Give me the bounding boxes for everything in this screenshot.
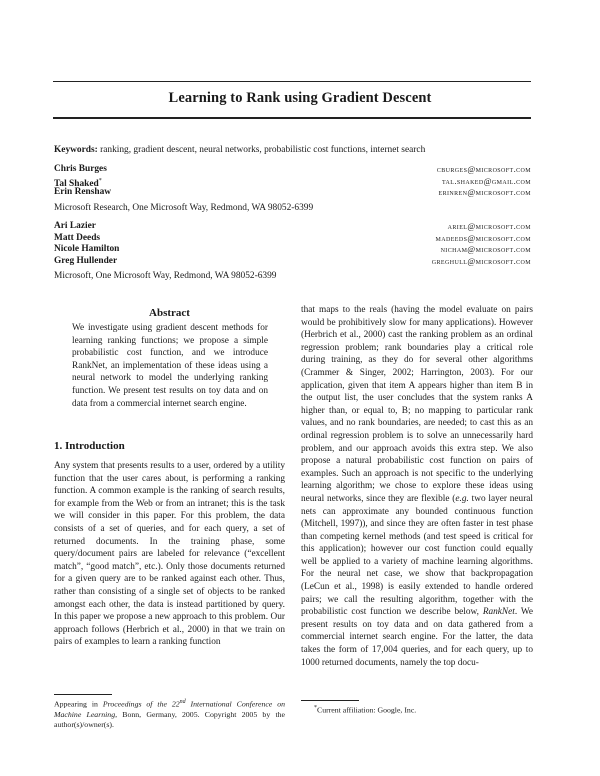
author-row bbox=[54, 176, 531, 188]
title-top-rule bbox=[53, 81, 531, 82]
author-row bbox=[54, 164, 531, 176]
affiliation: Microsoft, One Microsoft Way, Redmond, WA 98052-6399 bbox=[54, 271, 277, 281]
right-text-eg: e.g. bbox=[455, 493, 469, 504]
footnote-rule-right bbox=[301, 700, 359, 701]
author-email: madeeds@microsoft.com bbox=[435, 232, 531, 243]
footnote-part: Proceedings of the 22 bbox=[102, 699, 180, 709]
author-block-2 bbox=[54, 221, 531, 283]
author-email: ariel@microsoft.com bbox=[447, 221, 531, 231]
author-name: Chris Burges bbox=[54, 164, 107, 174]
author-row bbox=[54, 244, 531, 256]
author-email: tal.shaked@gmail.com bbox=[441, 175, 531, 186]
author-footnote-mark: * bbox=[98, 177, 102, 184]
author-row bbox=[54, 233, 531, 245]
right-text-part: two layer neural nets can approximate any bounded continuous function (Mitchell, 1997)), and since they are often faster in test phase than competing kernel methods (and test speed is critical for this application); however our cost function could equally well be applied to a variety of machine learning algorithms. For the neural net case, we show that backpropagation (LeCun et al., 1998) is easily extended to handle ordered pairs; we call the resulting algorithm, together with the probabilistic cost function we describe below, bbox=[301, 493, 534, 618]
author-row bbox=[54, 221, 531, 233]
section-heading-introduction: 1. Introduction bbox=[54, 440, 125, 452]
author-email: cburges@microsoft.com bbox=[436, 164, 531, 174]
right-text-part: that maps to the reals (having the model evaluate on pairs would be prohibitively slow for many applications). However (Herbrich et al., 2000) cast the ranking problem as an ordinal regression problem; rank boundaries play a critical role during training, as they do for several other algorithms (Crammer & Singer, 2002; Harrington, 2003). For our application, given that item A appears higher than item B in the output list, the user concludes that the system ranks A higher than, or equal to, B; no mapping to particular rank values, and no rank boundaries, are needed; to cast this as an ordinal regression problem is to solve an unnecessarily hard problem, and our approach avoids this extra step. We also propose a natural probabilistic cost function on pairs of examples. Such an approach is not specific to the underlying learning algorithm; we chose to explore these ideas using neural networks, since they are flexible ( bbox=[301, 305, 533, 504]
title-bottom-rule bbox=[53, 117, 531, 119]
footnote-proceedings bbox=[54, 697, 285, 731]
footnote-affiliation bbox=[314, 703, 534, 716]
ranknet-term: RankNet bbox=[482, 607, 515, 618]
author-name: Matt Deeds bbox=[54, 232, 101, 243]
author-email: nicham@microsoft.com bbox=[440, 244, 531, 254]
footnote-part: International Conference on Machine Learning bbox=[54, 699, 285, 719]
author-name: Greg Hullender bbox=[54, 255, 118, 266]
footnote-superscript: nd bbox=[179, 699, 186, 705]
author-row bbox=[54, 256, 531, 268]
author-email: greghull@microsoft.com bbox=[431, 255, 531, 266]
affiliation: Microsoft Research, One Microsoft Way, Redmond, WA 98052-6399 bbox=[54, 202, 314, 213]
keywords-label: Keywords: bbox=[54, 145, 98, 155]
author-email: erinren@microsoft.com bbox=[438, 187, 531, 197]
author-name: Erin Renshaw bbox=[54, 187, 112, 197]
footnote-rule-left bbox=[54, 694, 112, 695]
abstract-text: We investigate using gradient descent methods for learning ranking functions; we propose a simple probabilistic cost function, and we introduce RankNet, an implementation of these ideas using a neural network to model the underlying ranking function. We present test results on toy data and on data from a commercial internet search engine. bbox=[72, 323, 268, 409]
keywords-text: ranking, gradient descent, neural networks, probabilistic cost functions, internet search bbox=[100, 145, 426, 155]
keywords bbox=[54, 145, 534, 155]
author-row bbox=[54, 187, 531, 199]
footnote-mark: * bbox=[314, 705, 317, 711]
abstract-heading: Abstract bbox=[149, 307, 190, 319]
author-name: Nicole Hamilton bbox=[54, 244, 120, 254]
footnote-text: Current affiliation: Google, Inc. bbox=[317, 705, 417, 715]
paper-title: Learning to Rank using Gradient Descent bbox=[168, 90, 432, 106]
introduction-text: Any system that presents results to a user, ordered by a utility function that the user cares about, is performing a ranking function. A common example is the ranking of search results, for example from the Web or from an intranet; this is the task we will consider in this paper. For this problem, the data consists of a set of queries, and for each query, a set of returned documents. In the training phase, some query/document pairs are labeled for relevance (“excellent match”, “good match”, etc.). Only those documents returned for a given query are to be ranked against each other. Thus, rather than consisting of a single set of objects to be ranked amongst each other, the data is instead partitioned by query. In this paper we propose a new approach to this problem. Our approach follows (Herbrich et al., 2000) in that we train on pairs of examples to learn a ranking function bbox=[54, 461, 285, 648]
footnote-part: Appearing in bbox=[54, 699, 103, 709]
right-text-part: . We present results on toy data and on data gathered from a commercial internet search engine. For the latter, the data takes the form of 17,004 queries, and for each query, up to 1000 returned documents, namely the top docu- bbox=[301, 607, 533, 668]
right-column-text bbox=[301, 304, 533, 669]
footnote-part: , Bonn, Germany, 2005. Copyright 2005 by the author(s)/owner(s). bbox=[54, 710, 285, 730]
author-block-1 bbox=[54, 164, 531, 215]
author-name: Ari Lazier bbox=[54, 221, 96, 231]
author-name: Tal Shaked bbox=[54, 178, 99, 189]
